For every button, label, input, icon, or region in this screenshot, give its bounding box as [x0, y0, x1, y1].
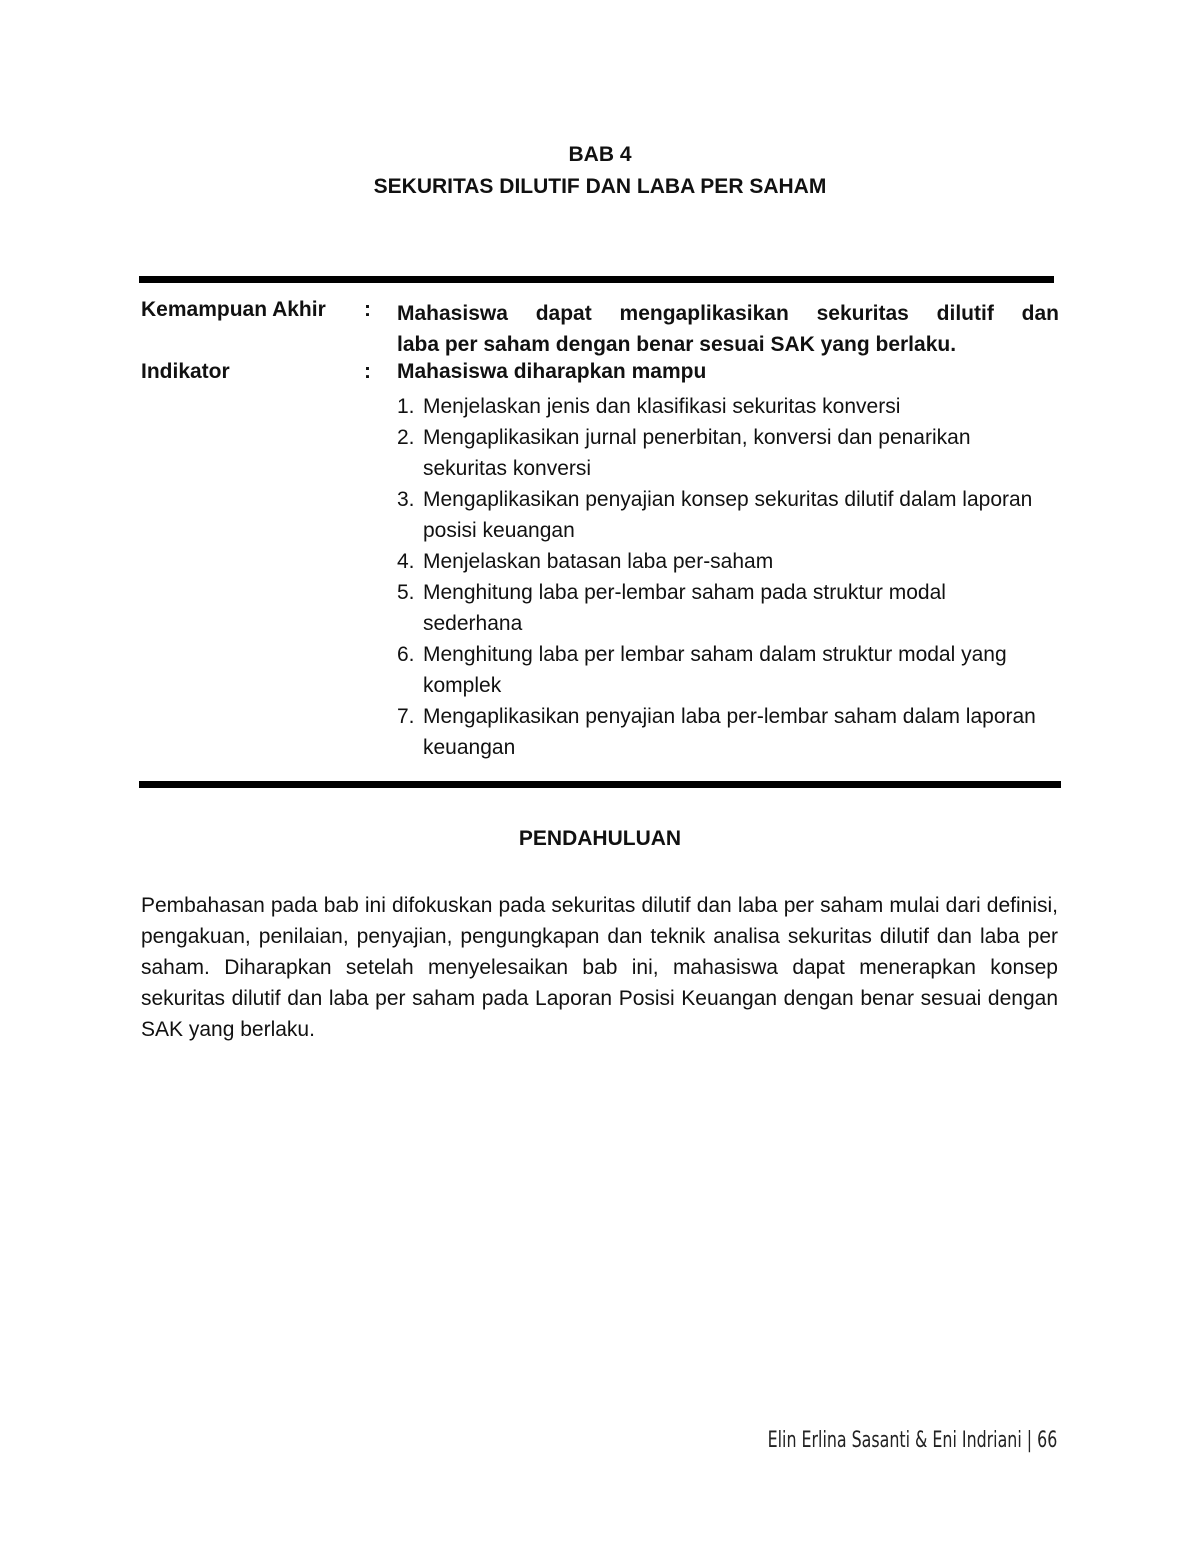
top-divider-rule	[139, 276, 1054, 283]
indicators-intro: Mahasiswa diharapkan mampu	[397, 360, 707, 383]
introduction-paragraph: Pembahasan pada bab ini difokuskan pada sekuritas dilutif dan laba per saham mulai dari definisi, pengakuan, penilaian, penyajian, pengungkapan dan teknik analisa sekuritas dilutif dan laba per saham. Diharapkan setelah menyelesaikan bab ini, mahasiswa dapat menerapkan konsep sekuritas dilutif dan laba per saham pada Laporan Posisi Keuangan dengan benar sesuai dengan SAK yang berlaku.	[141, 894, 1058, 1041]
chapter-title: SEKURITAS DILUTIF DAN LABA PER SAHAM	[373, 175, 827, 198]
learning-outcome-text	[397, 298, 1059, 360]
list-item-text: Mengaplikasikan penyajian laba per-lembar saham dalam laporan keuangan	[423, 705, 1036, 759]
page-footer: Elin Erlina Sasanti & Eni Indriani | 66	[767, 1428, 1057, 1453]
indicators-label: Indikator	[141, 360, 230, 383]
list-item-number: 6.	[397, 643, 415, 666]
list-item	[397, 422, 1037, 484]
list-item-number: 1.	[397, 395, 415, 418]
list-item	[397, 484, 1037, 546]
list-item-text: Menghitung laba per-lembar saham pada struktur modal sederhana	[423, 581, 946, 635]
bottom-divider-rule	[139, 781, 1061, 788]
list-item	[397, 639, 1037, 701]
list-item-text: Menjelaskan batasan laba per-saham	[423, 550, 774, 573]
learning-outcome-colon: :	[364, 298, 371, 321]
learning-outcome-label: Kemampuan Akhir	[141, 298, 326, 321]
list-item-number: 5.	[397, 581, 415, 604]
indicator-list	[397, 391, 1037, 763]
list-item-text: Menjelaskan jenis dan klasifikasi sekuritas konversi	[423, 395, 901, 418]
list-item-number: 7.	[397, 705, 415, 728]
list-item-text: Mengaplikasikan jurnal penerbitan, konversi dan penarikan sekuritas konversi	[423, 426, 971, 480]
indicators-colon: :	[364, 360, 371, 383]
learning-outcome-line-2: laba per saham dengan benar sesuai SAK yang berlaku.	[397, 333, 957, 356]
list-item-text: Menghitung laba per lembar saham dalam struktur modal yang komplek	[423, 643, 1007, 697]
section-heading: PENDAHULUAN	[518, 827, 682, 850]
learning-outcome-line-1: Mahasiswa dapat mengaplikasikan sekuritas dilutif dan	[397, 302, 1059, 325]
list-item-text: Mengaplikasikan penyajian konsep sekuritas dilutif dalam laporan posisi keuangan	[423, 488, 1033, 542]
list-item-number: 3.	[397, 488, 415, 511]
list-item	[397, 577, 1037, 639]
list-item-number: 2.	[397, 426, 415, 449]
list-item	[397, 546, 1037, 577]
list-item	[397, 391, 1037, 422]
list-item-number: 4.	[397, 550, 415, 573]
list-item	[397, 701, 1037, 763]
chapter-number: BAB 4	[568, 143, 632, 166]
